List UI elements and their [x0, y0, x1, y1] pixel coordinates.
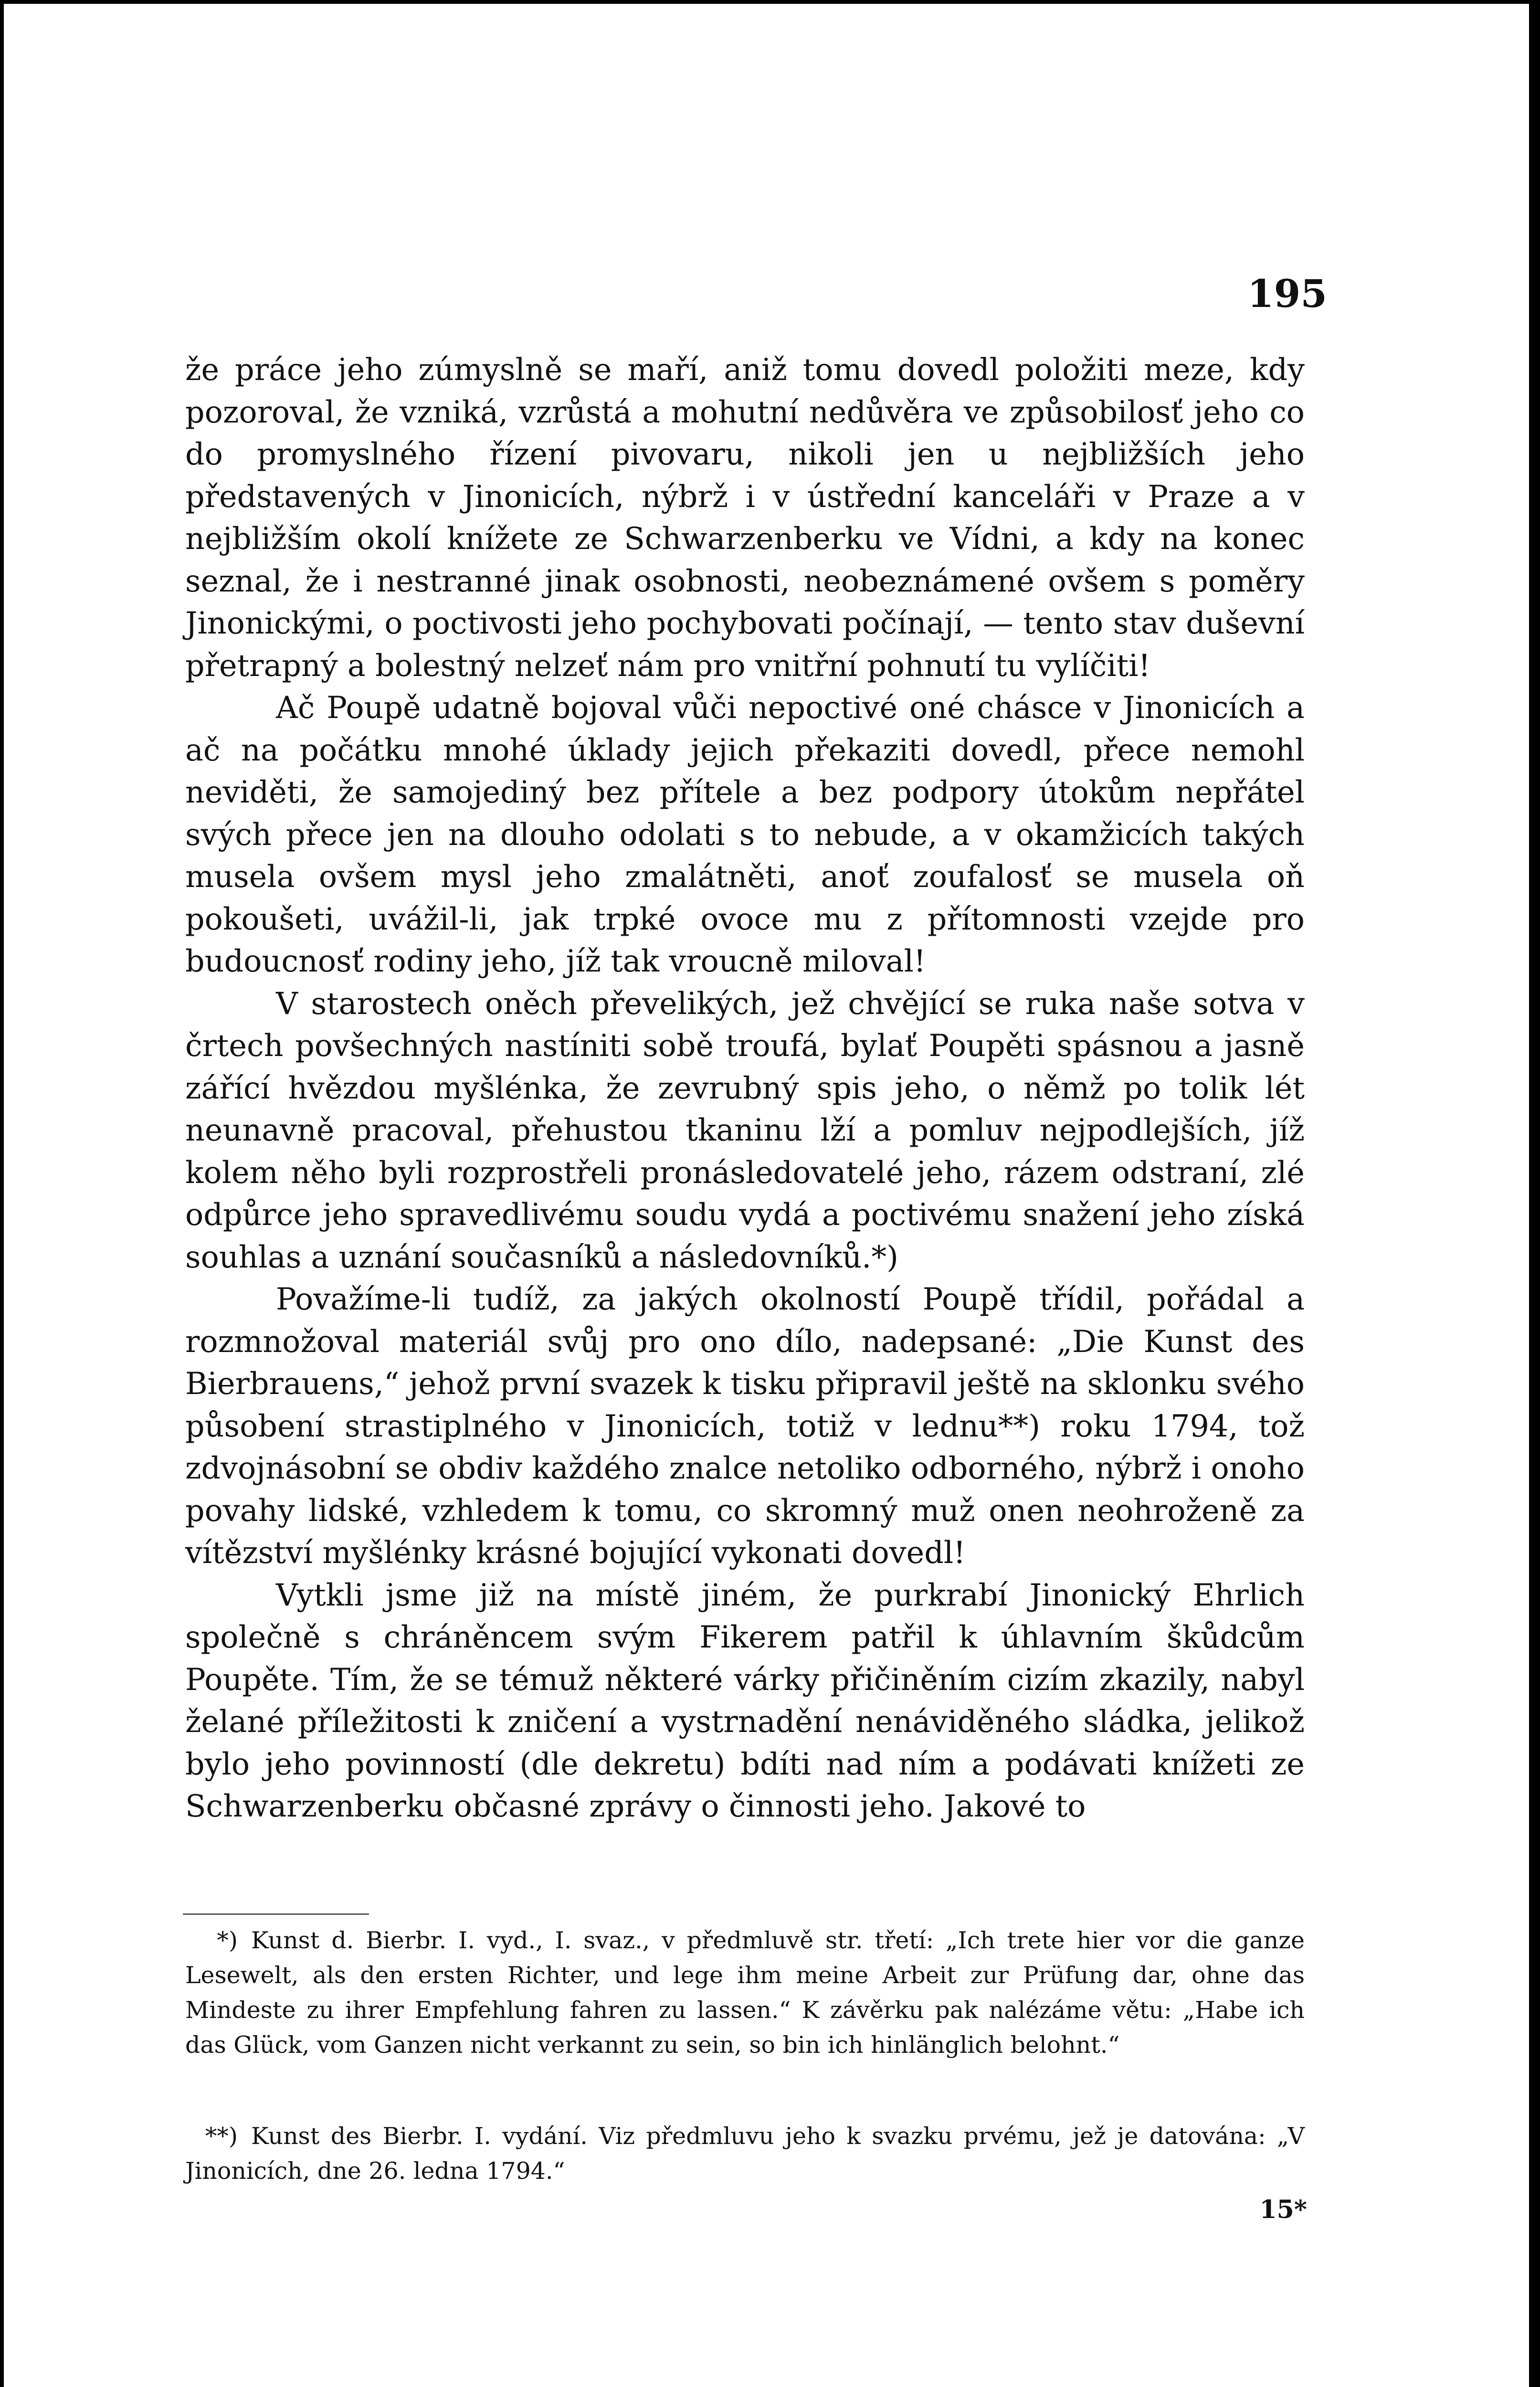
footnote-2	[185, 2119, 1305, 2188]
footnote-1-mark: *)	[217, 1927, 238, 1954]
paragraph-5: Vytkli jsme již na místě jiném, že purkrabí Jinonický Ehrlich společně s chráněncem svým Fikerem patřil k úhlavním škůdcům Poupěte. Tím, že se témuž některé várky přičiněním cizím zkazily, nabyl želané příležitosti k zničení a vystrnadění nenáviděného sládka, jelikož bylo jeho povinností (dle dekretu) bdíti nad ním a podávati knížeti ze Schwarzenberku občasné zprávy o činnosti jeho. Jakové to	[185, 1577, 1305, 1824]
footnote-2-mark: **)	[205, 2123, 238, 2150]
footnote-1	[185, 1923, 1305, 2062]
signature-mark: 15*	[1259, 2195, 1307, 2224]
book-page	[4, 4, 1529, 2387]
footnote-separator	[183, 1913, 369, 1915]
paragraph-4: Považíme-li tudíž, za jakých okolností Poupě třídil, pořádal a rozmnožoval materiál svůj pro ono dílo, nadepsané: „Die Kunst des Bierbrauens,“ jehož první svazek k tisku připravil ještě na sklonku svého působení strastiplného v Jinonicích, totiž v lednu**) roku 1794, tož zdvojnásobní se obdiv každého znalce netoliko odborného, nýbrž i onoho povahy lidské, vzhledem k tomu, co skromný muž onen neohroženě za vítězství myšlénky krásné bojující vykonati dovedl!	[185, 1281, 1305, 1570]
paragraph-3: V starostech oněch převelikých, jež chvějící se ruka naše sotva v črtech povšechných nastíniti sobě troufá, bylať Poupěti spásnou a jasně zářící hvězdou myšlénka, že zevrubný spis jeho, o němž po tolik lét neunavně pracoval, přehustou tkaninu lží a pomluv nejpodlejších, jíž kolem něho byli rozprostřeli pronásledovatelé jeho, rázem odstraní, zlé odpůrce jeho spravedlivému soudu vydá a poctivému snažení jeho získá souhlas a uznání současníků a následovníků.*)	[185, 985, 1305, 1275]
footnote-1-text: Kunst d. Bierbr. I. vyd., I. svaz., v předmluvě str. třetí: „Ich trete hier vor die ganze Lesewelt, als den ersten Richter, und lege ihm meine Arbeit zur Prüfung dar, ohne das Mindeste zu ihrer Empfehlung fahren zu lassen.“ K závěrku pak nalézáme větu: „Habe ich das Glück, vom Ganzen nicht verkannt zu sein, so bin ich hinlänglich belohnt.“	[185, 1927, 1305, 2059]
footnote-2-text: Kunst des Bierbr. I. vydání. Viz předmluvu jeho k svazku prvému, jež je datována: „V Jinonicích, dne 26. ledna 1794.“	[185, 2123, 1305, 2185]
page-number: 195	[1247, 271, 1327, 316]
paragraph-1: že práce jeho zúmyslně se maří, aniž tomu dovedl položiti meze, kdy pozoroval, že vzniká, vzrůstá a mohutní nedůvěra ve způsobilosť jeho co do promyslného řízení pivovaru, nikoli jen u nejbližších jeho představených v Jinonicích, nýbrž i v ústřední kanceláři v Praze a v nejbližším okolí knížete ze Schwarzenberku ve Vídni, a kdy na konec seznal, že i nestranné jinak osobnosti, neobeznámené ovšem s poměry Jinonickými, o poctivosti jeho pochybovati počínají, — tento stav duševní přetrapný a bolestný nelzeť nám pro vnitřní pohnutí tu vylíčiti!	[185, 352, 1305, 683]
paragraph-2: Ač Poupě udatně bojoval vůči nepoctivé oné chásce v Jinonicích a ač na počátku mnohé úklady jejich překaziti dovedl, přece nemohl neviděti, že samojediný bez přítele a bez podpory útokům nepřátel svých přece jen na dlouho odolati s to nebude, a v okamžicích takých musela ovšem mysl jeho zmalátněti, anoť zoufalosť se musela oň pokoušeti, uvážil-li, jak trpké ovoce mu z přítomnosti vzejde pro budoucnosť rodiny jeho, jíž tak vroucně miloval!	[185, 690, 1305, 979]
main-text	[185, 349, 1305, 1827]
